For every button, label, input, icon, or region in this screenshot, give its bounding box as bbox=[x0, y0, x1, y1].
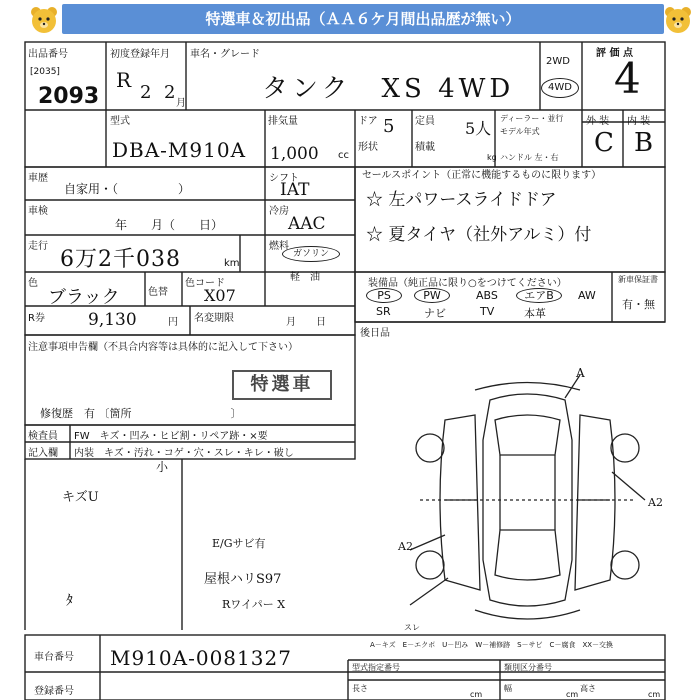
shape-label: 形状 bbox=[358, 142, 378, 153]
name-grade-label: 車名・グレード bbox=[190, 49, 260, 60]
ac-value: AAC bbox=[288, 214, 326, 234]
mileage-value: 6万2千038 bbox=[60, 247, 181, 272]
equip-abs: ABS bbox=[476, 289, 498, 302]
equipment-label: 装備品（純正品に限り○をつけてください） bbox=[368, 278, 567, 289]
dealer-label: ディーラー・並行 bbox=[500, 114, 564, 123]
equip-pw-circled: PW bbox=[414, 288, 450, 303]
fuel-label: 燃料 bbox=[269, 241, 289, 252]
mileage-label: 走行 bbox=[28, 241, 48, 252]
displacement-value: 1,000 bbox=[270, 144, 319, 164]
damage-mark: スレ bbox=[404, 623, 420, 632]
equip-navi: ナビ bbox=[424, 307, 446, 320]
first-registration-label: 初度登録年月 bbox=[110, 49, 170, 60]
fuel-diesel: 軽 油 bbox=[290, 272, 320, 283]
car-name: タンク XS 4WD bbox=[262, 74, 515, 104]
first-registration-year: 2 bbox=[140, 82, 152, 103]
drive-2wd: 2WD bbox=[546, 56, 570, 67]
damage-mark: A2 bbox=[648, 496, 663, 509]
warranty-value: 有・無 bbox=[622, 298, 655, 311]
color-code-label: 色コード bbox=[185, 278, 225, 289]
color-label: 色 bbox=[28, 278, 38, 289]
length-label: 長さ bbox=[352, 684, 368, 693]
doors-value: 5 bbox=[383, 116, 395, 137]
interior-grade: B bbox=[634, 128, 654, 158]
handwritten-mark: ﾀ bbox=[66, 593, 73, 609]
fuel-gasoline-circled: ガソリン bbox=[282, 246, 340, 262]
cm-unit: cm bbox=[470, 690, 483, 699]
displacement-unit: cc bbox=[338, 150, 349, 161]
chassis-value: M910A-0081327 bbox=[110, 646, 292, 670]
kg-unit: kg bbox=[487, 153, 497, 162]
repair-history: 修復歴 有 〔箇所 〕 bbox=[40, 407, 242, 420]
selling-point-item: ☆ 夏タイヤ（社外アルミ）付 bbox=[366, 225, 592, 245]
drive-4wd-circled: 4WD bbox=[541, 78, 579, 98]
shift-label: シフト bbox=[269, 173, 299, 184]
equip-ps-circled: PS bbox=[366, 288, 402, 303]
equip-aw: AW bbox=[578, 289, 596, 302]
displacement-label: 排気量 bbox=[268, 116, 298, 127]
registration-limit-value: 月 日 bbox=[286, 317, 326, 328]
recycle-label: R券 bbox=[28, 313, 45, 324]
interior-label: 内 装 bbox=[627, 116, 651, 127]
damage-legend: A－キズ E－エクボ U－凹み W－補修跡 S－サビ C－腐食 XX－交換 bbox=[370, 641, 614, 649]
equip-sr: SR bbox=[376, 305, 391, 318]
handwritten-note: キズU bbox=[62, 490, 99, 505]
capacity-value: 5人 bbox=[465, 119, 492, 138]
width-label: 幅 bbox=[504, 684, 512, 693]
selling-point-item: ☆ 左パワースライドドア bbox=[366, 190, 557, 210]
inspector-label: 検査員 bbox=[28, 431, 58, 442]
score-label: 評 価 点 bbox=[596, 48, 633, 59]
equip-airbag-circled: エアB bbox=[516, 288, 562, 303]
selling-points-label: セールスポイント（正常に機能するものに限ります） bbox=[362, 170, 602, 181]
first-registration-era: R bbox=[116, 68, 132, 92]
model-year-label: モデル年式 bbox=[500, 127, 540, 136]
handwritten-note: 小 bbox=[156, 460, 169, 474]
designation-label: 型式指定番号 bbox=[352, 663, 400, 672]
special-vehicle-stamp: 特選車 bbox=[232, 370, 332, 400]
model-value: DBA-M910A bbox=[112, 138, 247, 162]
exterior-grade: C bbox=[594, 128, 614, 158]
mileage-unit: km bbox=[224, 258, 240, 269]
shift-value: IAT bbox=[280, 180, 310, 200]
yen-unit: 円 bbox=[168, 317, 178, 328]
registration-limit-label: 名変期限 bbox=[194, 313, 234, 324]
history-label: 車歴 bbox=[28, 173, 48, 184]
handle-label: ハンドル 左・右 bbox=[500, 153, 559, 162]
capacity-label: 定員 bbox=[415, 116, 435, 127]
notice-label: 注意事項申告欄（不具合内容等は具体的に記入して下さい） bbox=[28, 342, 298, 353]
lot-number: 2093 bbox=[38, 84, 100, 109]
color-value: ブラック bbox=[48, 287, 120, 308]
lot-label: 出品番号 bbox=[28, 49, 68, 60]
recycle-value: 9,130 bbox=[88, 310, 137, 330]
inspector-row: FW キズ・凹み・ヒビ割・リペア跡・×要 bbox=[74, 431, 268, 442]
model-label: 型式 bbox=[110, 116, 130, 127]
equip-leather: 本革 bbox=[524, 307, 546, 320]
cm-unit: cm bbox=[648, 690, 661, 699]
color-change-label: 色替 bbox=[148, 287, 168, 298]
lot-prefix: [2035] bbox=[30, 67, 60, 77]
handwritten-note: 屋根ハリS97 bbox=[204, 572, 282, 587]
damage-mark: A2 bbox=[398, 540, 413, 553]
banner-title: 特選車＆初出品（ＡＡ６ケ月間出品歴が無い） bbox=[205, 10, 521, 28]
month-unit: 月 bbox=[176, 98, 186, 109]
car-damage-diagram bbox=[390, 360, 665, 640]
score-value: 4 bbox=[614, 54, 641, 103]
inspection-label: 車検 bbox=[28, 206, 48, 217]
category-label: 類別区分番号 bbox=[504, 663, 552, 672]
entry-label: 記入欄 bbox=[28, 448, 58, 459]
handwritten-note: Rワイパー X bbox=[222, 598, 286, 611]
warranty-label: 新車保証書 bbox=[618, 275, 658, 284]
history-value: 自家用・（ ） bbox=[64, 182, 191, 196]
handwritten-note: E/Gサビ有 bbox=[212, 537, 266, 550]
color-code-value: X07 bbox=[204, 286, 236, 305]
chassis-label: 車台番号 bbox=[34, 652, 74, 663]
ac-label: 冷房 bbox=[269, 206, 289, 217]
load-label: 積載 bbox=[415, 142, 435, 153]
inspection-value: 年 月（ 日） bbox=[115, 218, 224, 232]
cm-unit: cm bbox=[566, 690, 579, 699]
exterior-label: 外 装 bbox=[586, 116, 610, 127]
equip-tv: TV bbox=[480, 305, 495, 318]
later-items-label: 後日品 bbox=[360, 328, 390, 339]
height-label: 高さ bbox=[580, 684, 596, 693]
reg-number-label: 登録番号 bbox=[34, 686, 74, 697]
first-registration-month: 2 bbox=[164, 82, 176, 103]
entry-row: 内装 キズ・汚れ・コゲ・穴・スレ・キレ・破し bbox=[74, 448, 294, 459]
doors-label: ドア bbox=[358, 116, 378, 127]
damage-mark: A bbox=[576, 366, 585, 380]
